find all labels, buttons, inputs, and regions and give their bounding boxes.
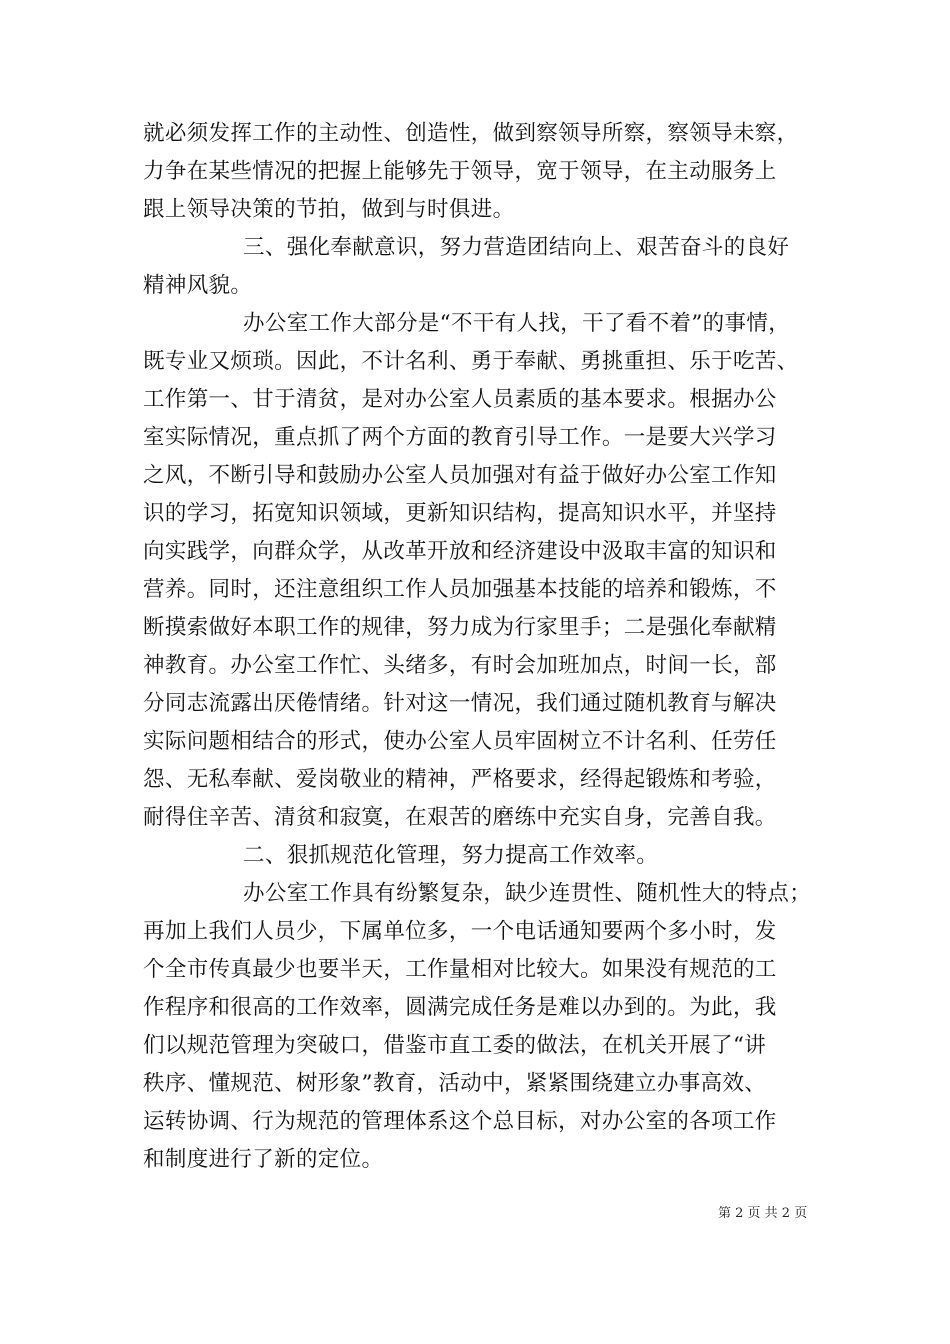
text-line: 耐得住辛苦、清贫和寂寞，在艰苦的磨练中充实自身，完善自我。 <box>143 805 777 830</box>
text-line: 跟上领导决策的节拍，做到与时俱进。 <box>143 197 515 222</box>
text-line: 力争在某些情况的把握上能够先于领导，宽于领导，在主动服务上 <box>143 159 777 184</box>
section-heading: 二、狠抓规范化管理，努力提高工作效率。 <box>243 843 659 868</box>
section-heading-continued: 精神风貌。 <box>143 273 253 298</box>
text-line: 实际问题相结合的形式，使办公室人员牢固树立不计名利、任劳任 <box>143 729 777 754</box>
text-line: 们以规范管理为突破口，借鉴市直工委的做法，在机关开展了“讲 <box>143 1033 767 1058</box>
text-line: 断摸索做好本职工作的规律，努力成为行家里手；二是强化奉献精 <box>143 615 777 640</box>
text-line: 作程序和很高的工作效率，圆满完成任务是难以办到的。为此，我 <box>143 995 777 1020</box>
text-line: 之风，不断引导和鼓励办公室人员加强对有益于做好办公室工作知 <box>143 463 777 488</box>
document-body <box>143 115 811 1179</box>
text-line: 室实际情况，重点抓了两个方面的教育引导工作。一是要大兴学习 <box>143 425 777 450</box>
text-line: 工作第一、甘于清贫，是对办公室人员素质的基本要求。根据办公 <box>143 387 777 412</box>
text-line: 神教育。办公室工作忙、头绪多，有时会加班加点，时间一长，部 <box>143 653 777 678</box>
text-line: 秩序、懂规范、树形象”教育，活动中，紧紧围绕建立办事高效、 <box>143 1071 767 1096</box>
paragraph-start: 办公室工作具有纷繁复杂，缺少连贯性、随机性大的特点； <box>243 881 811 906</box>
text-line: 个全市传真最少也要半天，工作量相对比较大。如果没有规范的工 <box>143 957 777 982</box>
text-line: 分同志流露出厌倦情绪。针对这一情况，我们通过随机教育与解决 <box>143 691 777 716</box>
text-line: 既专业又烦琐。因此，不计名利、勇于奉献、勇挑重担、乐于吃苦、 <box>143 349 799 374</box>
text-line: 运转协调、行为规范的管理体系这个总目标，对办公室的各项工作 <box>143 1109 777 1134</box>
text-line: 和制度进行了新的定位。 <box>143 1147 384 1172</box>
text-line: 营养。同时，还注意组织工作人员加强基本技能的培养和锻炼，不 <box>143 577 777 602</box>
text-line: 再加上我们人员少，下属单位多，一个电话通知要两个多小时，发 <box>143 919 777 944</box>
text-line: 向实践学，向群众学，从改革开放和经济建设中汲取丰富的知识和 <box>143 539 777 564</box>
text-line: 怨、无私奉献、爱岗敬业的精神，严格要求，经得起锻炼和考验， <box>143 767 777 792</box>
text-line: 就必须发挥工作的主动性、创造性，做到察领导所察，察领导未察， <box>143 121 799 146</box>
text-line: 识的学习，拓宽知识领域，更新知识结构，提高知识水平，并坚持 <box>143 501 777 526</box>
paragraph-start: 办公室工作大部分是“不干有人找，干了看不着”的事情， <box>243 311 791 336</box>
page-number: 第 2 页 共 2 页 <box>718 1206 808 1221</box>
section-heading: 三、强化奉献意识，努力营造团结向上、艰苦奋斗的良好 <box>243 235 790 260</box>
